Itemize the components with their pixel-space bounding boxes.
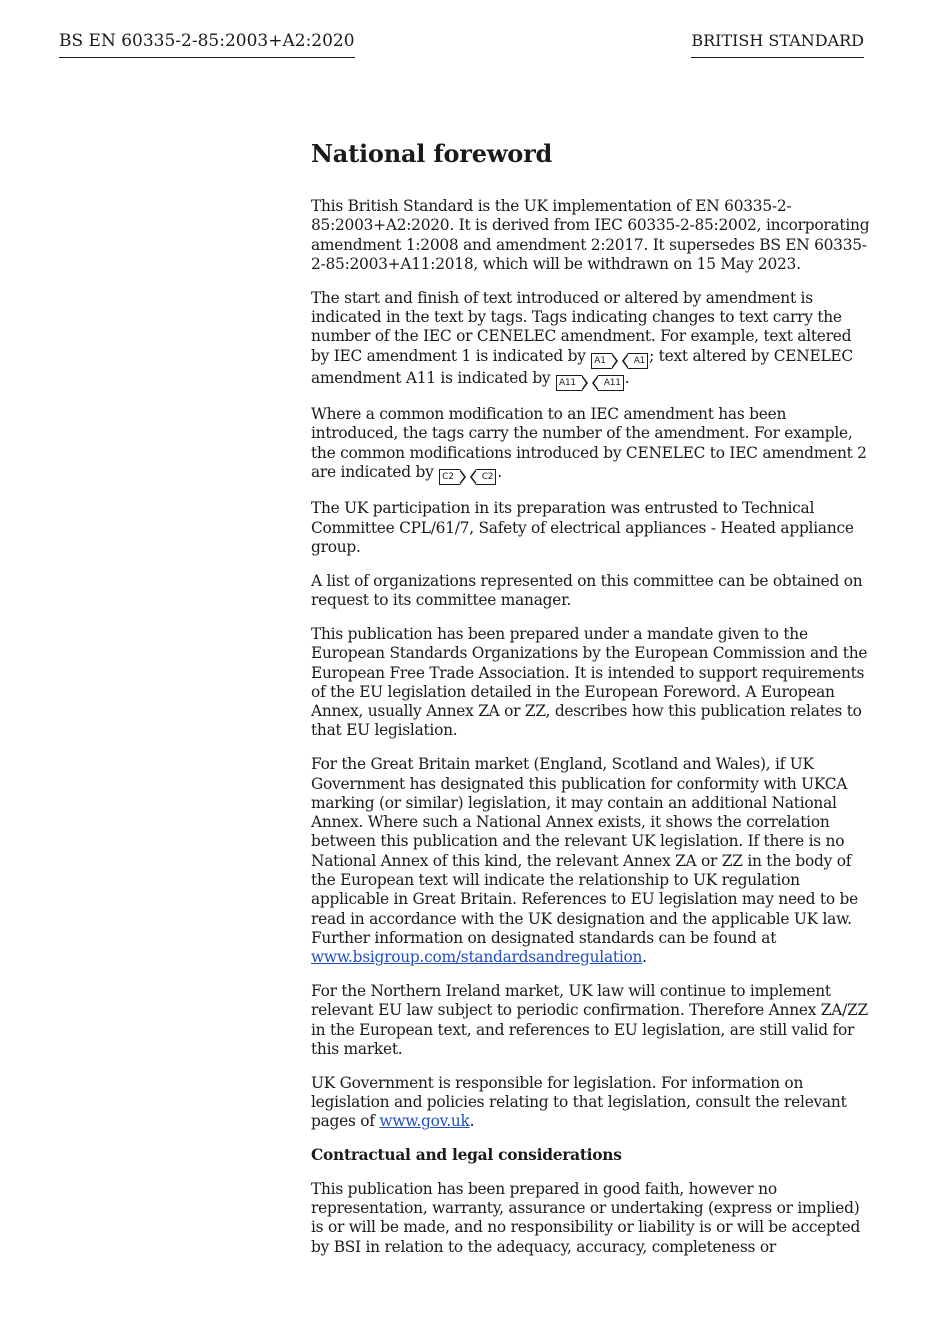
paragraph-great-britain-market [311, 755, 871, 967]
paragraph-uk-government [311, 1074, 871, 1132]
header-document-id: BS EN 60335-2-85:2003+A2:2020 [59, 29, 355, 58]
paragraph-uk-participation: The UK participation in its preparation was entrusted to Technical Committee CPL/61/7, Safety of electrical appliances - Heated appliance group. [311, 499, 854, 557]
paragraph-committee-list: A list of organizations represented on this committee can be obtained on request to its committee manager. [311, 571, 863, 610]
tag-c2-close-icon: C2 [476, 469, 497, 485]
header-series-label: BRITISH STANDARD [691, 29, 864, 58]
paragraph-northern-ireland-market: For the Northern Ireland market, UK law will continue to implement relevant EU law subject to periodic confirmation. Therefore Annex ZA/ZZ in the European text, and references to EU legislation, are still valid for this market. [311, 982, 868, 1058]
paragraph-text: . [497, 462, 502, 481]
paragraph-amendment-tags [311, 289, 871, 391]
tag-a11-open-icon: A11 [556, 375, 582, 391]
foreword-section [311, 138, 871, 1272]
paragraph-mandate: This publication has been prepared under a mandate given to the European Standards Organizations by the European Commission and the European Free Trade Association. It is intended to support requirements of the EU legislation detailed in the European Foreword. A European Annex, usually Annex ZA or ZZ, describes how this publication relates to that EU legislation. [311, 624, 868, 740]
tag-c2-open-icon: C2 [439, 469, 460, 485]
paragraph-text: . [624, 368, 630, 387]
section-heading-contractual: Contractual and legal considerations [311, 1146, 622, 1165]
paragraph-implementation: This British Standard is the UK implementation of EN 60335-2-85:2003+A2:2020. It is derived from IEC 60335-2-85:2002, incorporating amendment 1:2008 and amendment 2:2017. It supersedes BS EN 60335-2-85:2003+A11:2018, which will be withdrawn on 15 May 2023. [311, 197, 870, 273]
gov-uk-link[interactable]: www.gov.uk [379, 1112, 470, 1131]
paragraph-text: UK Government is responsible for legislation. For information on legislation and policies relating to that legislation, consult the relevant pages of [311, 1073, 847, 1131]
tag-a1-open-icon: A1 [591, 353, 611, 369]
paragraph-text: The start and finish of text introduced or altered by amendment is indicated in the text by tags. Tags indicating changes to text carry the number of the IEC or CENELEC amendment. For example, text altered by IEC amendment 1 is indicated by [311, 288, 852, 365]
bsigroup-link[interactable]: www.bsigroup.com/standardsandregulation [311, 948, 643, 967]
tag-a11-close-icon: A11 [598, 375, 624, 391]
paragraph-text: Where a common modification to an IEC amendment has been introduced, the tags carry the number of the amendment. For example, the common modifications introduced by CENELEC to IEC amendment 2 are indicated by [311, 405, 867, 481]
paragraph-text: . [469, 1112, 475, 1131]
paragraph-good-faith: This publication has been prepared in good faith, however no representation, warranty, assurance or undertaking (express or implied) is or will be made, and no responsibility or liability is or will be accepted by BSI in relation to the adequacy, accuracy, completeness or [311, 1179, 861, 1256]
paragraph-text: For the Great Britain market (England, Scotland and Wales), if UK Government has designated this publication for conformity with UKCA marking (or similar) legislation, it may contain an additional National Annex. Where such a National Annex exists, it shows the correlation between this publication and the relevant UK legislation. If there is no National Annex of this kind, the relevant Annex ZA or ZZ in the body of the European text will indicate the relationship to UK regulation applicable in Great Britain. References to EU legislation may need to be read in accordance with the UK designation and the applicable UK law. Further information on designated standards can be found at [311, 755, 858, 947]
tag-a1-close-icon: A1 [628, 353, 648, 369]
paragraph-text: ; text altered by CENELEC amendment A11 is indicated by [311, 346, 853, 387]
paragraph-text: . [642, 948, 647, 967]
page-title: National foreword [311, 139, 553, 168]
paragraph-common-modification [311, 405, 871, 485]
